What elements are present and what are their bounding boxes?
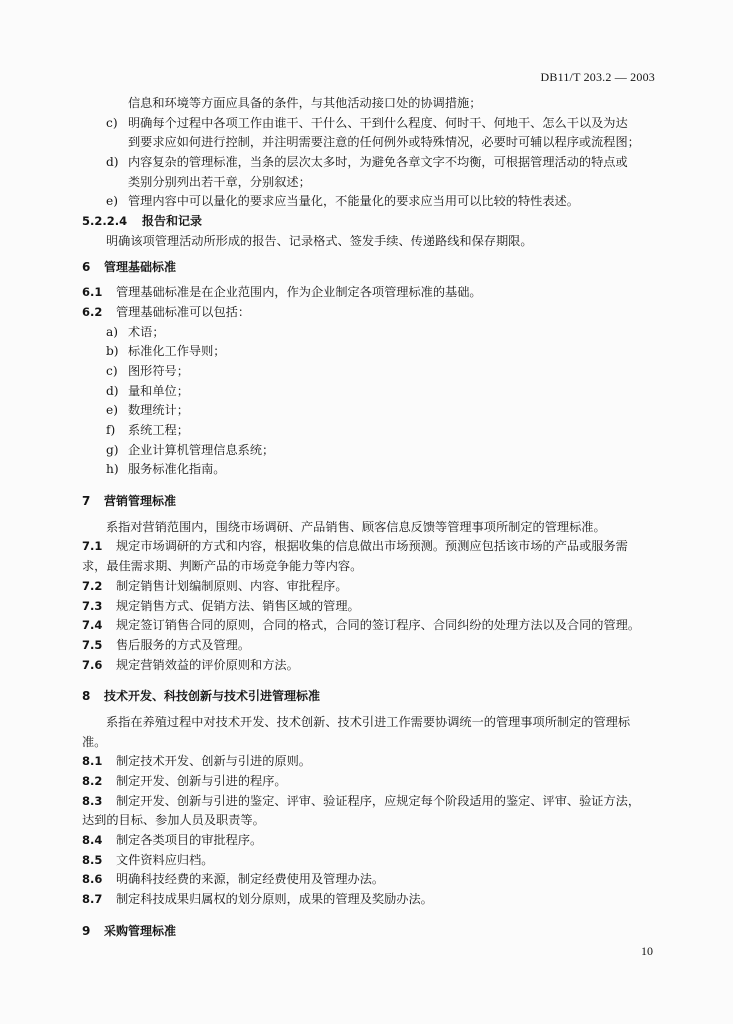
list-text: 术语；: [128, 324, 165, 339]
list-item: [82, 421, 655, 441]
clause-number: 7.6: [82, 657, 103, 672]
list-item: [82, 401, 655, 421]
section-heading-8: [82, 687, 655, 707]
list-text: 系统工程；: [128, 423, 189, 437]
clause-number: 8.6: [82, 872, 103, 887]
clause-number: 6.2: [82, 304, 103, 319]
clause-6-2: [82, 303, 655, 323]
clause-7-1-continuation: 求，最佳需求期、判断产品的市场竞争能力等内容。: [82, 559, 363, 574]
list-label: d): [106, 155, 119, 170]
clause-7-2: [82, 577, 655, 597]
list-item-e: [82, 192, 655, 212]
list-label: b): [106, 344, 119, 359]
section-heading-7: [82, 492, 655, 512]
clause-text: 文件资料应归档。: [116, 852, 214, 867]
list-text: 企业计算机管理信息系统；: [128, 442, 275, 457]
clause-number: 6.1: [82, 285, 103, 300]
section-title: 报告和记录: [142, 214, 203, 229]
clause-8-6: [82, 870, 655, 890]
section-heading-6: [82, 258, 655, 278]
list-item-d: [82, 153, 655, 173]
clause-number: 7.5: [82, 637, 103, 652]
clause-text: 制定技术开发、创新与引进的原则。: [116, 754, 311, 769]
list-label: c): [106, 363, 118, 378]
clause-8-3-continuation: 达到的目标、参加人员及职责等。: [82, 813, 265, 828]
clause-number: 7.4: [82, 618, 103, 633]
clause-8-3: [82, 792, 655, 812]
list-item-b-continuation: 信息和环境等方面应具备的条件，与其他活动接口处的协调措施；: [128, 96, 482, 110]
list-text: 内容复杂的管理标准，当条的层次太多时，为避免各章文字不均衡，可根据管理活动的特点或: [128, 155, 628, 170]
list-label: e): [106, 194, 118, 209]
clause-7-5: [82, 636, 655, 656]
clause-text: 规定签订销售合同的原则，合同的格式，合同的签订程序、合同纠纷的处理方法以及合同的管理。: [116, 618, 641, 633]
section-heading-9: [82, 922, 655, 942]
list-text: 明确每个过程中各项工作由谁干、干什么、干到什么程度、何时干、何地干、怎么干以及为达: [128, 115, 628, 130]
section-intro-continuation: 准。: [82, 734, 107, 749]
section-intro: 系指对营销范围内，围绕市场调研、产品销售、顾客信息反馈等管理事项所制定的管理标准。: [106, 519, 606, 534]
clause-number: 7.2: [82, 578, 103, 593]
clause-number: 7.1: [82, 539, 103, 554]
list-item: [82, 362, 655, 382]
clause-number: 8.2: [82, 774, 103, 788]
clause-text: 制定科技成果归属权的划分原则，成果的管理及奖励办法。: [116, 892, 433, 907]
clause-number: 8.4: [82, 833, 103, 848]
list-item-c: [82, 114, 655, 134]
clause-text: 规定销售方式、促销方法、销售区域的管理。: [116, 598, 360, 613]
section-title: 采购管理标准: [104, 923, 177, 938]
clause-number: 8.3: [82, 793, 103, 808]
section-number: 7: [82, 494, 91, 509]
clause-7-3: [82, 597, 655, 617]
clause-6-1: [82, 283, 655, 303]
list-label: c): [106, 115, 118, 130]
clause-text: 制定开发、创新与引进的鉴定、评审、验证程序，应规定每个阶段适用的鉴定、评审、验证方法，: [116, 793, 641, 808]
clause-8-7: [82, 890, 655, 910]
section-title: 技术开发、科技创新与技术引进管理标准: [104, 689, 321, 704]
clause-text: 制定开发、创新与引进的程序。: [116, 774, 287, 788]
clause-text: 规定市场调研的方式和内容，根据收集的信息做出市场预测。预测应包括该市场的产品或服务需: [116, 539, 628, 554]
list-item: [82, 441, 655, 461]
list-text: 量和单位；: [128, 383, 189, 398]
list-item: [82, 342, 655, 362]
clause-number: 8.7: [82, 892, 103, 907]
clause-text: 管理基础标准是在企业范围内，作为企业制定各项管理标准的基础。: [116, 285, 482, 300]
list-text: 服务标准化指南。: [128, 462, 226, 477]
section-title: 管理基础标准: [104, 259, 177, 274]
clause-8-4: [82, 831, 655, 851]
clause-7-1: [82, 537, 655, 557]
section-intro: 系指在养殖过程中对技术开发、技术创新、技术引进工作需要协调统一的管理事项所制定的管理标: [106, 714, 631, 729]
clause-text: 制定销售计划编制原则、内容、审批程序。: [116, 578, 348, 593]
clause-text: 制定各类项目的审批程序。: [116, 833, 263, 848]
list-text: 图形符号；: [128, 363, 189, 378]
section-number: 8: [82, 689, 91, 704]
list-item: [82, 460, 655, 480]
section-number: 5.2.2.4: [82, 214, 128, 229]
clause-text: 管理基础标准可以包括：: [116, 304, 251, 319]
list-item: [82, 382, 655, 402]
standard-code: DB11/T 203.2 — 2003: [540, 70, 655, 84]
list-item-c-continuation: 到要求应如何进行控制，并注明需要注意的任何例外或特殊情况，必要时可辅以程序或流程图；: [128, 135, 640, 150]
clause-8-2: [82, 772, 655, 792]
clause-number: 8.5: [82, 852, 103, 867]
page-number: 10: [641, 944, 653, 958]
section-heading-5-2-2-4: [82, 212, 655, 232]
section-number: 9: [82, 923, 91, 938]
list-item: [82, 323, 655, 343]
clause-8-5: [82, 851, 655, 871]
list-text: 标准化工作导则；: [128, 344, 226, 359]
clause-text: 售后服务的方式及管理。: [116, 637, 251, 652]
list-label: f): [106, 423, 116, 437]
list-label: e): [106, 403, 118, 418]
clause-8-1: [82, 752, 655, 772]
management-basic-list: [82, 323, 655, 481]
clause-number: 7.3: [82, 598, 103, 613]
document-body: [82, 94, 655, 942]
list-text: 管理内容中可以量化的要求应当量化，不能量化的要求应当用可以比较的特性表述。: [128, 194, 579, 209]
list-item-d-continuation: 类别分别列出若干章，分别叙述；: [128, 174, 311, 189]
clause-text: 规定营销效益的评价原则和方法。: [116, 657, 299, 672]
list-label: a): [106, 324, 119, 339]
clause-7-6: [82, 656, 655, 676]
list-label: d): [106, 383, 119, 398]
list-label: g): [106, 442, 119, 457]
list-text: 数理统计；: [128, 403, 189, 418]
section-title: 营销管理标准: [104, 494, 177, 509]
paragraph: 明确该项管理活动所形成的报告、记录格式、签发手续、传递路线和保存期限。: [106, 233, 533, 248]
section-number: 6: [82, 259, 91, 274]
clause-7-4: [82, 616, 655, 636]
clause-number: 8.1: [82, 754, 103, 769]
clause-text: 明确科技经费的来源，制定经费使用及管理办法。: [116, 872, 385, 887]
list-label: h): [106, 462, 119, 477]
